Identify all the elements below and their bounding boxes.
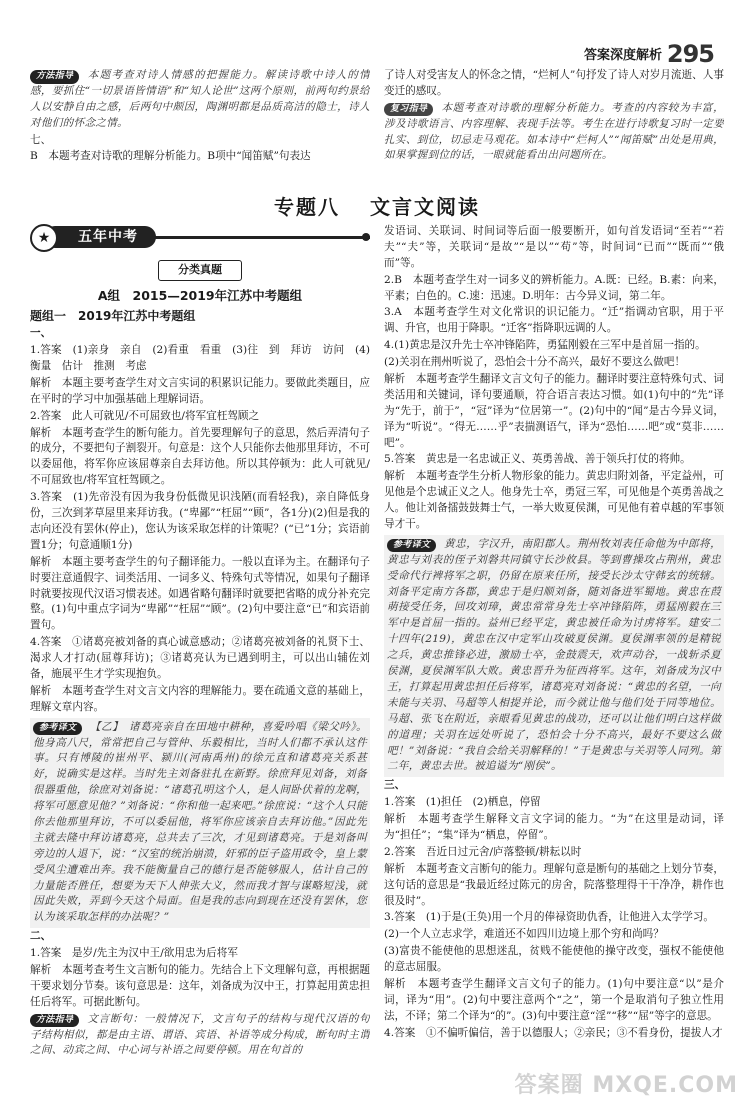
method-tip-2 [30, 1012, 370, 1060]
method-tag-2: 方法指导 [30, 1014, 79, 1028]
answer-8b: (2)关羽在荆州听说了，恐怕会十分不高兴，最好不要这么做吧！ [384, 356, 686, 369]
analysis-3: 解析 本题主要考查学生的句子翻译能力。一般以直译为主。在翻译句子时要注意通假字、词类活用、一词多义、特殊句式等情况，如果句子翻译时就要按现代汉语习惯表述。如遇省略句翻译时就要把省略的成分补充完整。(1)句中重点字词为“卑鄙”“枉屈”“顾”。(2)句中要注意“已”和宾语前置句。 [30, 555, 370, 632]
analysis-4: 解析 本题考查学生对文言文内容的理解能力。要在疏通文意的基础上，理解文章内容。 [30, 684, 370, 713]
mascot-icon: ★ [30, 224, 58, 252]
review-tip-text: 本题考查对诗歌的理解分析能力。考查的内容较为丰富，涉及诗歌语言、内容理解、表现手法等。考生在进行诗歌复习时一定要扎实、到位，切忌走马观花。如本诗中“烂柯人”“闻笛赋”出处是用典，如果掌握到位的话，一眼就能看出出问题所在。 [384, 101, 724, 162]
group-title: A组 2015—2019年江苏中考题组 [97, 287, 303, 303]
answer-2: 2.答案 此人可就见/不可屈致也/将军宜枉驾顾之 [30, 409, 260, 422]
reference-text: 【乙】 诸葛亮亲自在田地中耕种，喜爱吟唱《梁父吟》。他身高八尺，常常把自己与管仲、乐毅相比，当时人们都不承认这件事。只有博陵的崔州平、颍川(河南禹州)的徐元直和诸葛亮关系甚好，说确实是这样。当时先主刘备驻扎在新野。徐庶拜见刘备，刘备很器重他，徐庶对刘备说：“诸葛孔明这个人，是人间卧伏着的龙啊，将军可愿意见他？”刘备说：“你和他一起来吧。”徐庶说：“这个人只能你去他那里拜访，不可以委屈他，将军你应该亲自去拜访他。”因此先主就去隆中拜访诸葛亮，总共去了三次，才见到诸葛亮。于是刘备叫旁边的人退下，说：“汉室的统治崩溃，奸邪的臣子盗用政令，皇上蒙受风尘遭难出奔。我不能衡量自己的德行是否能够服人，估计自己的力量能否胜任，想要为天下人伸张大义，然而我才智与谋略短浅，就因此失败，弄到今天这个局面。但是我的志向到现在还没有罢休，您认为该采取怎样的办法呢？” [33, 720, 367, 924]
method-tag: 方法指导 [30, 70, 79, 84]
review-tag: 复习指导 [384, 103, 433, 117]
answer-11: 2.答案 吾近日过元舍/庐落整顿/耕耘以时 [384, 845, 582, 858]
answer-10: 1.答案 (1)担任 (2)栖息，停留 [384, 796, 541, 809]
section-two: 二、 [30, 930, 52, 943]
answer-3: 3.答案 (1)先帝没有因为我身份低微见识浅陋(而看轻我)，亲自降低身份，三次到茅草屋里来拜访我。(“卑鄙”“枉屈”“顾”，各1分)(2)但是我的志向还没有罢休(停止)，您认为该采取怎样的计策呢？(“已”1分；宾语前置1分；句意通顺1分) [30, 491, 370, 551]
right-continuation: 发语词、关联词、时间词等后面一般要断开，如句首发语词“至若”“若夫”“夫”等，关联词“是故”“是以”“苟”等，时间词“已而”“既而”“俄而”等。 [384, 225, 724, 269]
top-left-column [30, 68, 370, 188]
bottom-section [30, 224, 724, 1084]
answer-12c: (3)富贵不能使他的思想迷乱，贫贱不能使他的操守改变，强权不能使他的意志屈服。 [384, 945, 724, 974]
section-one: 一、 [30, 327, 52, 340]
analysis-11: 解析 本题考查文言断句的能力。理解句意是断句的基础之上划分节奏，这句话的意思是“我最近经过陈元的房舍，院落整理得干干净净，耕作也很及时”。 [384, 862, 724, 907]
answer-8: 4.(1)黄忠是汉升先士卒冲锋陷阵，勇猛刚毅在三军中是首屈一指的。 [384, 339, 706, 352]
answer-6: 2.B 本题考查学生对一词多义的辨析能力。A.既：已经。B.素：向来，平素；白色的。C.速：迅速。D.明年：古今异义词，第二年。 [384, 273, 724, 302]
method-tip-2-text: 文言断句：一般情况下，文言句子的结构与现代汉语的句子结构相似，都是由主语、谓语、宾语、补语等成分构成，断句时主谓之间、动宾之间、中心词与补语之间要停顿。用在句首的 [30, 1012, 370, 1057]
left-column [30, 224, 370, 1084]
section-seven-num: 七、 [30, 133, 52, 146]
answer-4: 4.答案 ①诸葛亮被刘备的真心诚意感动；②诸葛亮被刘备的礼贤下士、渴求人才打动(屈尊拜访)；③诸葛亮认为已遇到明主，可以出山辅佐刘备，施展平生才学实现抱负。 [30, 636, 370, 680]
chapter-name: 文言文阅读 [370, 195, 480, 219]
review-tip [384, 101, 724, 165]
reference-text-2: 黄忠，字汉升，南阳郡人。荆州牧刘表任命他为中郎将，黄忠与刘表的侄子刘磐共同镇守长沙攸县。等到曹操攻占荆州，黄忠受命代行裨将军之职，仍留在原来任所，接受长沙太守韩玄的统辖。刘备平定南方各郡，黄忠于是归顺刘备，随刘备进军蜀地。黄忠在葭萌接受任务，回攻刘璋，黄忠常常身先士卒冲锋陷阵，勇猛刚毅在三军中是首屈一指的。益州已经平定，黄忠被任命为讨虏将军。建安二十四年(219)，黄忠在汉中定军山攻破夏侯渊。夏侯渊率领的是精锐之兵，黄忠推锋必进，激励士卒，金鼓震天，欢声动谷，一战斩杀夏侯渊，夏侯渊军队大败。黄忠晋升为征西将军。这年，刘备成为汉中王，打算起用黄忠担任后将军，诸葛亮对刘备说：“黄忠的名望，一向未能与关羽、马超等人相提并论，而今就让他与他们处于同等地位。马超、张飞在附近，亲眼看见黄忠的战功，还可以让他们明白这样做的道理；关羽在远处听说了，恐怕会十分不高兴，最好不要这么做吧！”刘备说：“我自会给关羽解释的！”于是黄忠与关羽等人同列。第二年，黄忠去世。被追谥为“刚侯”。 [387, 537, 721, 773]
chapter-number: 专题八 [274, 195, 340, 219]
answer-7: 3.A 本题考查学生对文化常识的识记能力。“迁”指调动官职，用于平调、升官，也用于降职。“迁客”指降职远调的人。 [384, 306, 724, 335]
reference-tag-2: 参考译文 [387, 539, 436, 553]
answer-9: 5.答案 黄忠是一名忠诚正义、英勇善战、善于领兵打仗的将帅。 [384, 453, 691, 466]
subgroup-title: 题组一 2019年江苏中考题组 [30, 309, 196, 324]
analysis-8: 解析 本题考查学生翻译文言文句子的能力。翻译时要注意特殊句式、词类活用和关键词，译句要通顺，符合语言表达习惯。如(1)句中的“先”译为“先于，前于”，“冠”译为“位居第一”。(2)句中的“闻”是古今异义词，译为“听说”。“得无……乎”表揣测语气，译为“恐怕……吧”或“莫非……吧”。 [384, 373, 724, 449]
answer-12: 3.答案 (1)于是(王奂)用一个月的俸禄资助仇香，让他进入太学学习。 [384, 911, 715, 924]
analysis-2: 解析 本题考查学生的断句能力。首先要理解句子的意思，然后弄清句子的成分，不要把句子割裂开。句意是：这个人只能你去他那里拜访，不可以委屈他，将军你应该屈尊亲自去拜访他。所以其停顿为：此人可就见/不可屈致也/将军宜枉驾顾之。 [30, 426, 370, 487]
section-three: 三、 [384, 779, 406, 792]
answer-13: 4.答案 ①不偏听偏信，善于以德服人；②亲民；③不看身份，提拔人才 [384, 1026, 723, 1039]
method-tip-text: 本题考查对诗人情感的把握能力。解读诗歌中诗人的情感，要抓住“一切景语皆情语”和“知人论世”这两个原则，前两句约景给人以安静自由之感，后两句中颇因，陶渊明都是品质高洁的隐士，诗人对他们的怀念之情。 [30, 69, 370, 129]
reference-tag: 参考译文 [33, 722, 82, 736]
answer-1: 1.答案 (1)亲身 亲自 (2)看重 看重 (3)往 到 拜访 访问 (4)衡量 估计 推测 考虑 [30, 344, 370, 373]
answer-12b: (2)一个人立志求学，难道还不如四川边境上那个穷和尚吗？ [384, 928, 664, 941]
reference-translation-2 [384, 535, 724, 777]
top-section [30, 68, 724, 188]
banner-dot-icon [362, 233, 370, 241]
banner-label: 五年中考 [44, 226, 156, 248]
top-right-column [384, 68, 724, 188]
section-seven-text: B 本题考查对诗歌的理解分析能力。B项中“闻笛赋”句表达 [30, 150, 311, 163]
right-column [384, 224, 724, 1084]
banner-rule [150, 236, 370, 239]
chapter-title [30, 188, 724, 224]
analysis-5: 解析 本题考查考生文言断句的能力。先结合上下文理解句意，再根据题干要求划分节奏。该句意思是：这年，刘备成为汉中王，打算起用黄忠担任后将军。可据此断句。 [30, 963, 370, 1008]
top-right-text: 了诗人对受害友人的怀念之情，“烂柯人”句抒发了诗人对岁月流逝、人事变迁的感叹。 [384, 69, 724, 97]
page-number: 295 [666, 40, 714, 68]
method-tip [30, 68, 370, 132]
analysis-1: 解析 本题主要考查学生对文言实词的积累识记能力。要做此类题目，应在平时的学习中加强基础上理解词语。 [30, 376, 370, 405]
watermark: 答案圈 MXQE.COM [514, 1073, 738, 1098]
answer-5: 1.答案 是岁/先主为汉中王/欲用忠为后将军 [30, 947, 238, 960]
page-header [30, 12, 724, 68]
category-box: 分类真题 [158, 260, 242, 281]
analysis-10: 解析 本题考查学生解释文言文字词的能力。“为”在这里是动词，译为“担任”；“集”译为“栖息，停留”。 [384, 813, 724, 841]
analysis-12: 解析 本题考查学生翻译文言文句子的能力。(1)句中要注意“以”是介词，译为“用”。(2)句中要注意两个“之”，第一个是取消句子独立性用法，不译；第二个译为“的”。(3)句中要注意“淫”“移”“屈”等字的意思。 [384, 977, 724, 1022]
analysis-9: 解析 本题考查学生分析人物形象的能力。黄忠归附刘备，平定益州，可见他是个忠诚正义之人。他身先士卒，勇冠三军，可见他是个英勇善战之人。他让刘备擂鼓鼓舞士气，一举大败夏侯渊，可见他有着卓越的军事领导才干。 [384, 470, 724, 531]
header-title: 答案深度解析 [583, 48, 662, 63]
five-year-banner [30, 224, 370, 252]
reference-translation-1 [30, 718, 370, 929]
